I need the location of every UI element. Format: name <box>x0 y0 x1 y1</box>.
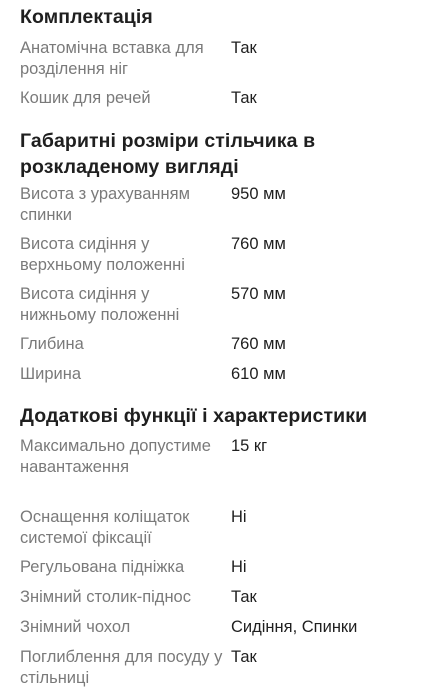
spec-value: Ні <box>231 558 247 576</box>
spec-label: Анатомічна вставка для розділення ніг <box>20 39 204 78</box>
spec-value: 760 мм <box>231 335 286 353</box>
spec-label: Висота з урахуванням спинки <box>20 185 190 224</box>
spec-label: Глибина <box>20 335 84 353</box>
spec-label: Знімний чохол <box>20 618 131 636</box>
spec-value: 15 кг <box>231 437 268 455</box>
spec-value: Так <box>231 648 257 666</box>
spec-value: 760 мм <box>231 235 286 253</box>
section-title-additional-features: Додаткові функції і характеристики <box>20 405 368 427</box>
spec-value: 950 мм <box>231 185 286 203</box>
spec-value: Ні <box>231 508 247 526</box>
spec-value: Сидіння, Спинки <box>231 618 358 636</box>
spec-value: 610 мм <box>231 365 286 383</box>
spec-label: Оснащення коліщаток системої фіксації <box>20 508 190 547</box>
spec-label: Знімний столик-піднос <box>20 588 191 606</box>
spec-label: Максимально допустиме навантаження <box>20 437 211 476</box>
spec-label: Висота сидіння у верхньому положенні <box>20 235 185 274</box>
spec-value: 570 мм <box>231 285 286 303</box>
section-title-completeness: Комплектація <box>20 6 153 28</box>
spec-value: Так <box>231 39 257 57</box>
spec-label: Кошик для речей <box>20 89 151 107</box>
spec-label: Ширина <box>20 365 82 383</box>
spec-label: Висота сидіння у нижньому положенні <box>20 285 180 324</box>
spec-label: Регульована підніжка <box>20 558 185 576</box>
section-title-dimensions: Габаритні розміри стільчика в розкладеному вигляді <box>20 130 316 178</box>
spec-label: Поглиблення для посуду у стільниці <box>20 648 223 687</box>
spec-value: Так <box>231 89 257 107</box>
spec-value: Так <box>231 588 257 606</box>
